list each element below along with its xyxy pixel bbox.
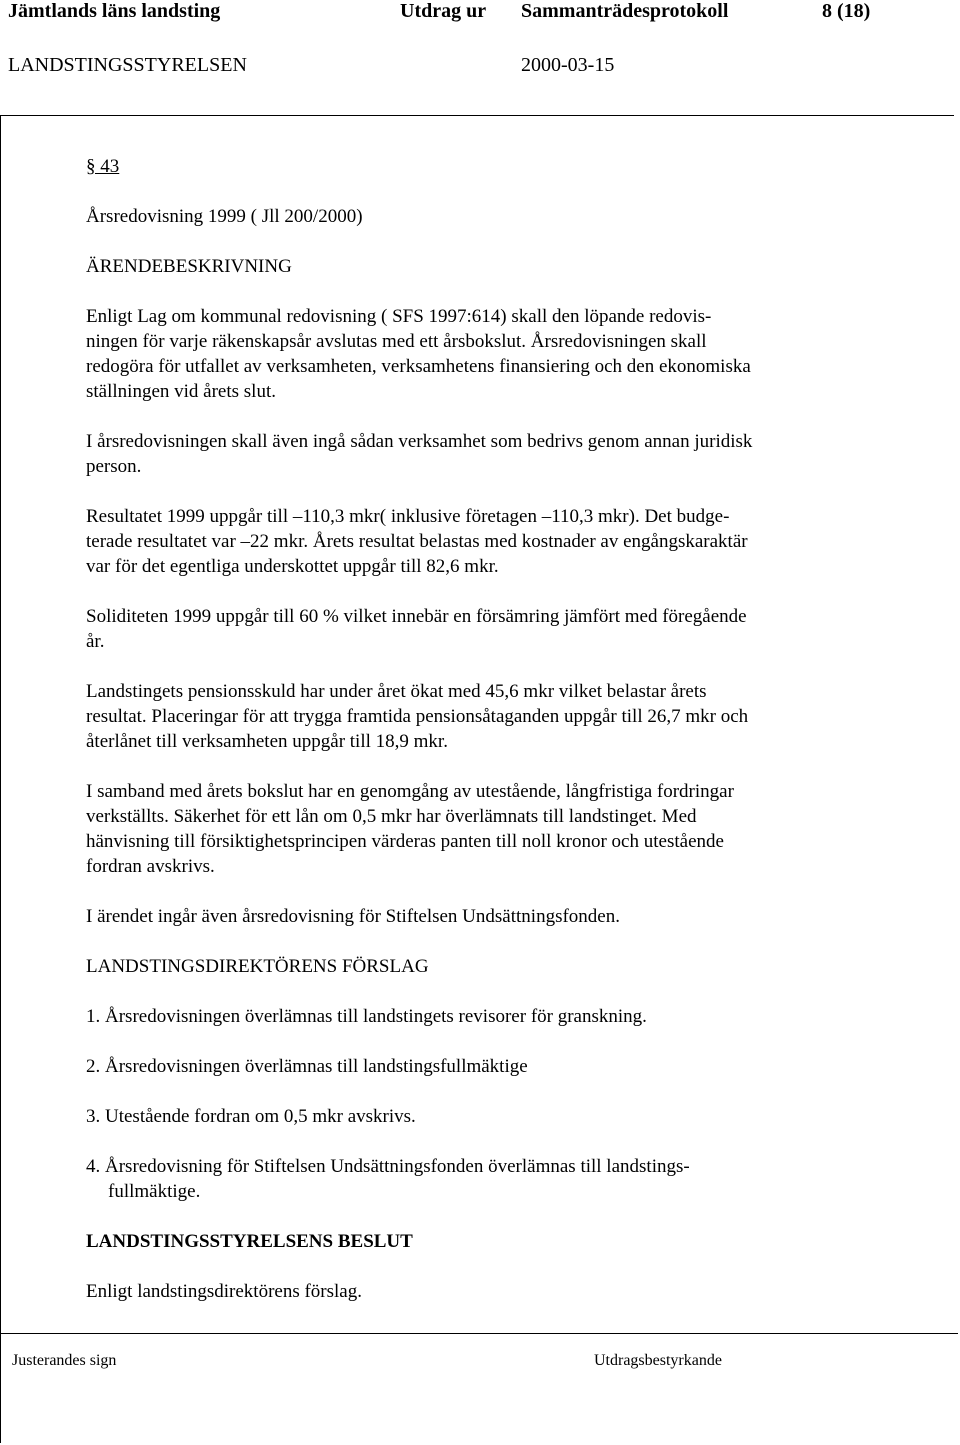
decision-text: Enligt landstingsdirektörens förslag. xyxy=(86,1281,362,1302)
footer-rule xyxy=(0,1333,958,1334)
board-name: LANDSTINGSSTYRELSEN xyxy=(8,54,247,76)
proposal-line: 1. Årsredovisningen överlämnas till landstingets revisorer för granskning. xyxy=(86,1006,647,1027)
left-border xyxy=(0,115,1,1443)
paragraph-line: Resultatet 1999 uppgår till –110,3 mkr( inklusive företagen –110,3 mkr). Det budge- xyxy=(86,506,730,527)
proposal-line: 2. Årsredovisningen överlämnas till landstingsfullmäktige xyxy=(86,1056,528,1077)
paragraph-line: år. xyxy=(86,631,105,652)
document-type: Sammanträdesprotokoll xyxy=(521,0,729,22)
description-paragraph xyxy=(86,504,856,579)
paragraph-line: resultat. Placeringar för att trygga framtida pensionsåtaganden uppgår till 26,7 mkr och xyxy=(86,706,749,727)
proposal-item xyxy=(86,1104,856,1129)
paragraph-line: ningen för varje räkenskapsår avslutas med ett årsbokslut. Årsredovisningen skall xyxy=(86,331,707,352)
paragraph-line: redogöra för utfallet av verksamheten, verksamhetens finansiering och den ekonomiska xyxy=(86,356,751,377)
proposal-heading: LANDSTINGSDIREKTÖRENS FÖRSLAG xyxy=(86,956,429,977)
organization-name: Jämtlands läns landsting xyxy=(8,0,221,22)
paragraph-line: ställningen vid årets slut. xyxy=(86,381,276,402)
description-paragraph xyxy=(86,679,856,754)
footer-utdragsbestyrkande: Utdragsbestyrkande xyxy=(594,1352,722,1369)
description-heading: ÄRENDEBESKRIVNING xyxy=(86,256,292,277)
proposal-line: 3. Utestående fordran om 0,5 mkr avskrivs. xyxy=(86,1106,416,1127)
section-number: § 43 xyxy=(86,156,120,177)
section-title: Årsredovisning 1999 ( Jll 200/2000) xyxy=(86,206,363,227)
section-body xyxy=(86,154,856,1304)
description-paragraph xyxy=(86,304,856,404)
paragraph-line: återlånet till verksamheten uppgår till 18,9 mkr. xyxy=(86,731,448,752)
paragraph-line: I årsredovisningen skall även ingå sådan verksamhet som bedrivs genom annan juridisk xyxy=(86,431,753,452)
paragraph-line: Enligt Lag om kommunal redovisning ( SFS 1997:614) skall den löpande redovis- xyxy=(86,306,712,327)
paragraph-line: I ärendet ingår även årsredovisning för Stiftelsen Undsättningsfonden. xyxy=(86,906,620,927)
paragraph-line: var för det egentliga underskottet uppgår till 82,6 mkr. xyxy=(86,556,499,577)
paragraph-line: fordran avskrivs. xyxy=(86,856,215,877)
paragraph-line: Soliditeten 1999 uppgår till 60 % vilket innebär en försämring jämfört med föregående xyxy=(86,606,747,627)
proposal-item xyxy=(86,1054,856,1079)
header-rule xyxy=(0,115,954,116)
paragraph-line: I samband med årets bokslut har en genomgång av utestående, långfristiga fordringar xyxy=(86,781,734,802)
page-number: 8 (18) xyxy=(822,0,871,22)
meeting-date: 2000-03-15 xyxy=(521,54,615,76)
paragraph-line: verkställts. Säkerhet för ett lån om 0,5 mkr har överlämnats till landstinget. Med xyxy=(86,806,697,827)
description-paragraph xyxy=(86,604,856,654)
proposal-line: fullmäktige. xyxy=(108,1181,201,1202)
proposal-line: 4. Årsredovisning för Stiftelsen Undsättningsfonden överlämnas till landstings- xyxy=(86,1156,690,1177)
proposal-item xyxy=(86,1004,856,1029)
paragraph-line: person. xyxy=(86,456,142,477)
description-paragraph xyxy=(86,779,856,879)
proposal-item xyxy=(86,1154,856,1204)
document-kind: Utdrag ur xyxy=(400,0,487,22)
paragraph-line: terade resultatet var –22 mkr. Årets resultat belastas med kostnader av engångskaraktär xyxy=(86,531,748,552)
decision-heading: LANDSTINGSSTYRELSENS BESLUT xyxy=(86,1231,413,1252)
paragraph-line: hänvisning till försiktighetsprincipen värderas panten till noll kronor och utestående xyxy=(86,831,724,852)
description-paragraph xyxy=(86,904,856,929)
paragraph-line: Landstingets pensionsskuld har under året ökat med 45,6 mkr vilket belastar årets xyxy=(86,681,707,702)
proposal-list xyxy=(86,1004,856,1229)
description-paragraph xyxy=(86,429,856,479)
description-paragraphs xyxy=(86,304,856,954)
footer-justerandes-sign: Justerandes sign xyxy=(12,1352,117,1369)
